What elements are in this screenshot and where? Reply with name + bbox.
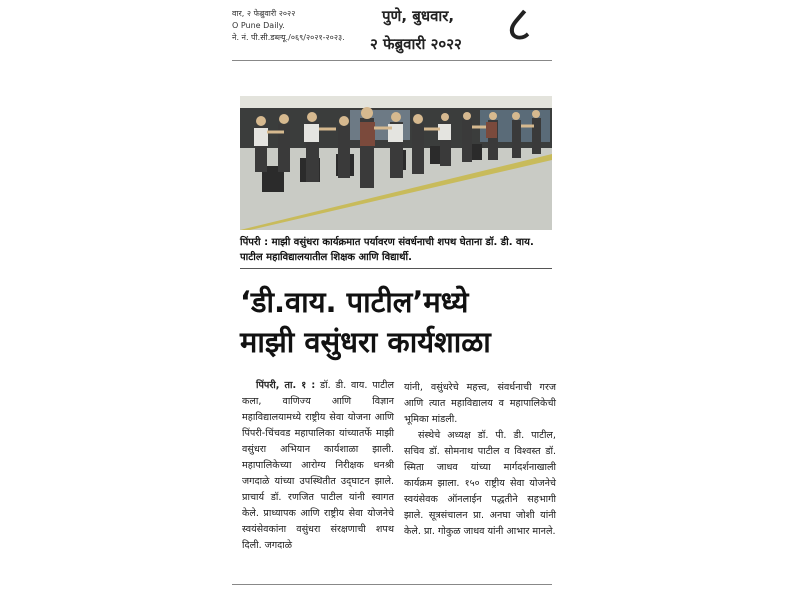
masthead-paper-name: O Pune Daily. [232, 21, 285, 30]
event-photo-illustration [240, 96, 552, 230]
masthead-date: २ फेब्रुवारी २०२२ [370, 35, 462, 53]
masthead-divider [232, 60, 552, 61]
article-column-left [242, 378, 394, 554]
article-paragraph-1: डॉ. डी. वाय. पाटील कला, वाणिज्य आणि विज्ञान महाविद्यालयामध्ये राष्ट्रीय सेवा योजना आणि पिंपरी-चिंचवड महापालिका यांच्यातर्फे माझी वसुंधरा अभियान कार्यशाळा झाली. महापालिकेच्या आरोग्य निरीक्षक धनश्री जगदाळे यांच्या उपस्थितीत उद्‌घाटन झाले. प्राचार्य डॉ. रणजित पाटील यांनी स्वागत केले. प्राध्यापक आणि राष्ट्रीय सेवा योजनेचे स्वयंसेवकांना वसुंधरा संरक्षणाची शपथ दिली. जगदाळे [242, 380, 394, 551]
masthead-left-date: वार, २ फेब्रुवारी २०२२ [232, 9, 296, 18]
photo-caption: पिंपरी : माझी वसुंधरा कार्यक्रमात पर्यावरण संवर्धनाची शपथ घेताना डॉ. डी. वाय. पाटील महाविद्यालयातील शिक्षक आणि विद्यार्थी. [240, 237, 534, 263]
page-number: ८ [506, 0, 532, 53]
article-paragraph-2: संस्थेचे अध्यक्ष डॉ. पी. डी. पाटील, सचिव डॉ. सोमनाथ पाटील व विश्वस्त डॉ. स्मिता जाधव यांच्या मार्गदर्शनाखाली कार्यक्रम झाला. १५० राष्ट्रीय सेवा योजनेचे स्वयंसेवक ऑनलाईन पद्धतीने सहभागी झाले. सूत्रसंचालन प्रा. अनघा जोशी यांनी केले. प्रा. गोकुळ जाधव यांनी आभार मानले. [404, 430, 556, 537]
masthead-reg-no: ने. नं. पी.सी.डब्ल्यू./०६९/२०२१-२०२३. [232, 33, 345, 42]
article-headline [240, 282, 560, 362]
article-paragraph-1-cont: यांनी, वसुंधरेचे महत्त्व, संवर्धनाची गरज आणि त्यात महाविद्यालय व महापालिकेची भूमिका मांडली. [404, 382, 556, 425]
headline-line-1: ‘डी.वाय. पाटील’मध्ये [240, 285, 469, 319]
bottom-divider [232, 584, 552, 585]
masthead-left [232, 8, 345, 44]
article-dateline: पिंपरी, ता. १ : [256, 380, 316, 391]
masthead-city-day: पुणे, बुधवार, [382, 7, 455, 25]
article-column-right [404, 380, 556, 540]
event-photo [240, 96, 552, 230]
headline-line-2: माझी वसुंधरा कार्यशाळा [240, 325, 491, 359]
caption-divider [240, 268, 552, 269]
newspaper-clipping [232, 0, 560, 600]
